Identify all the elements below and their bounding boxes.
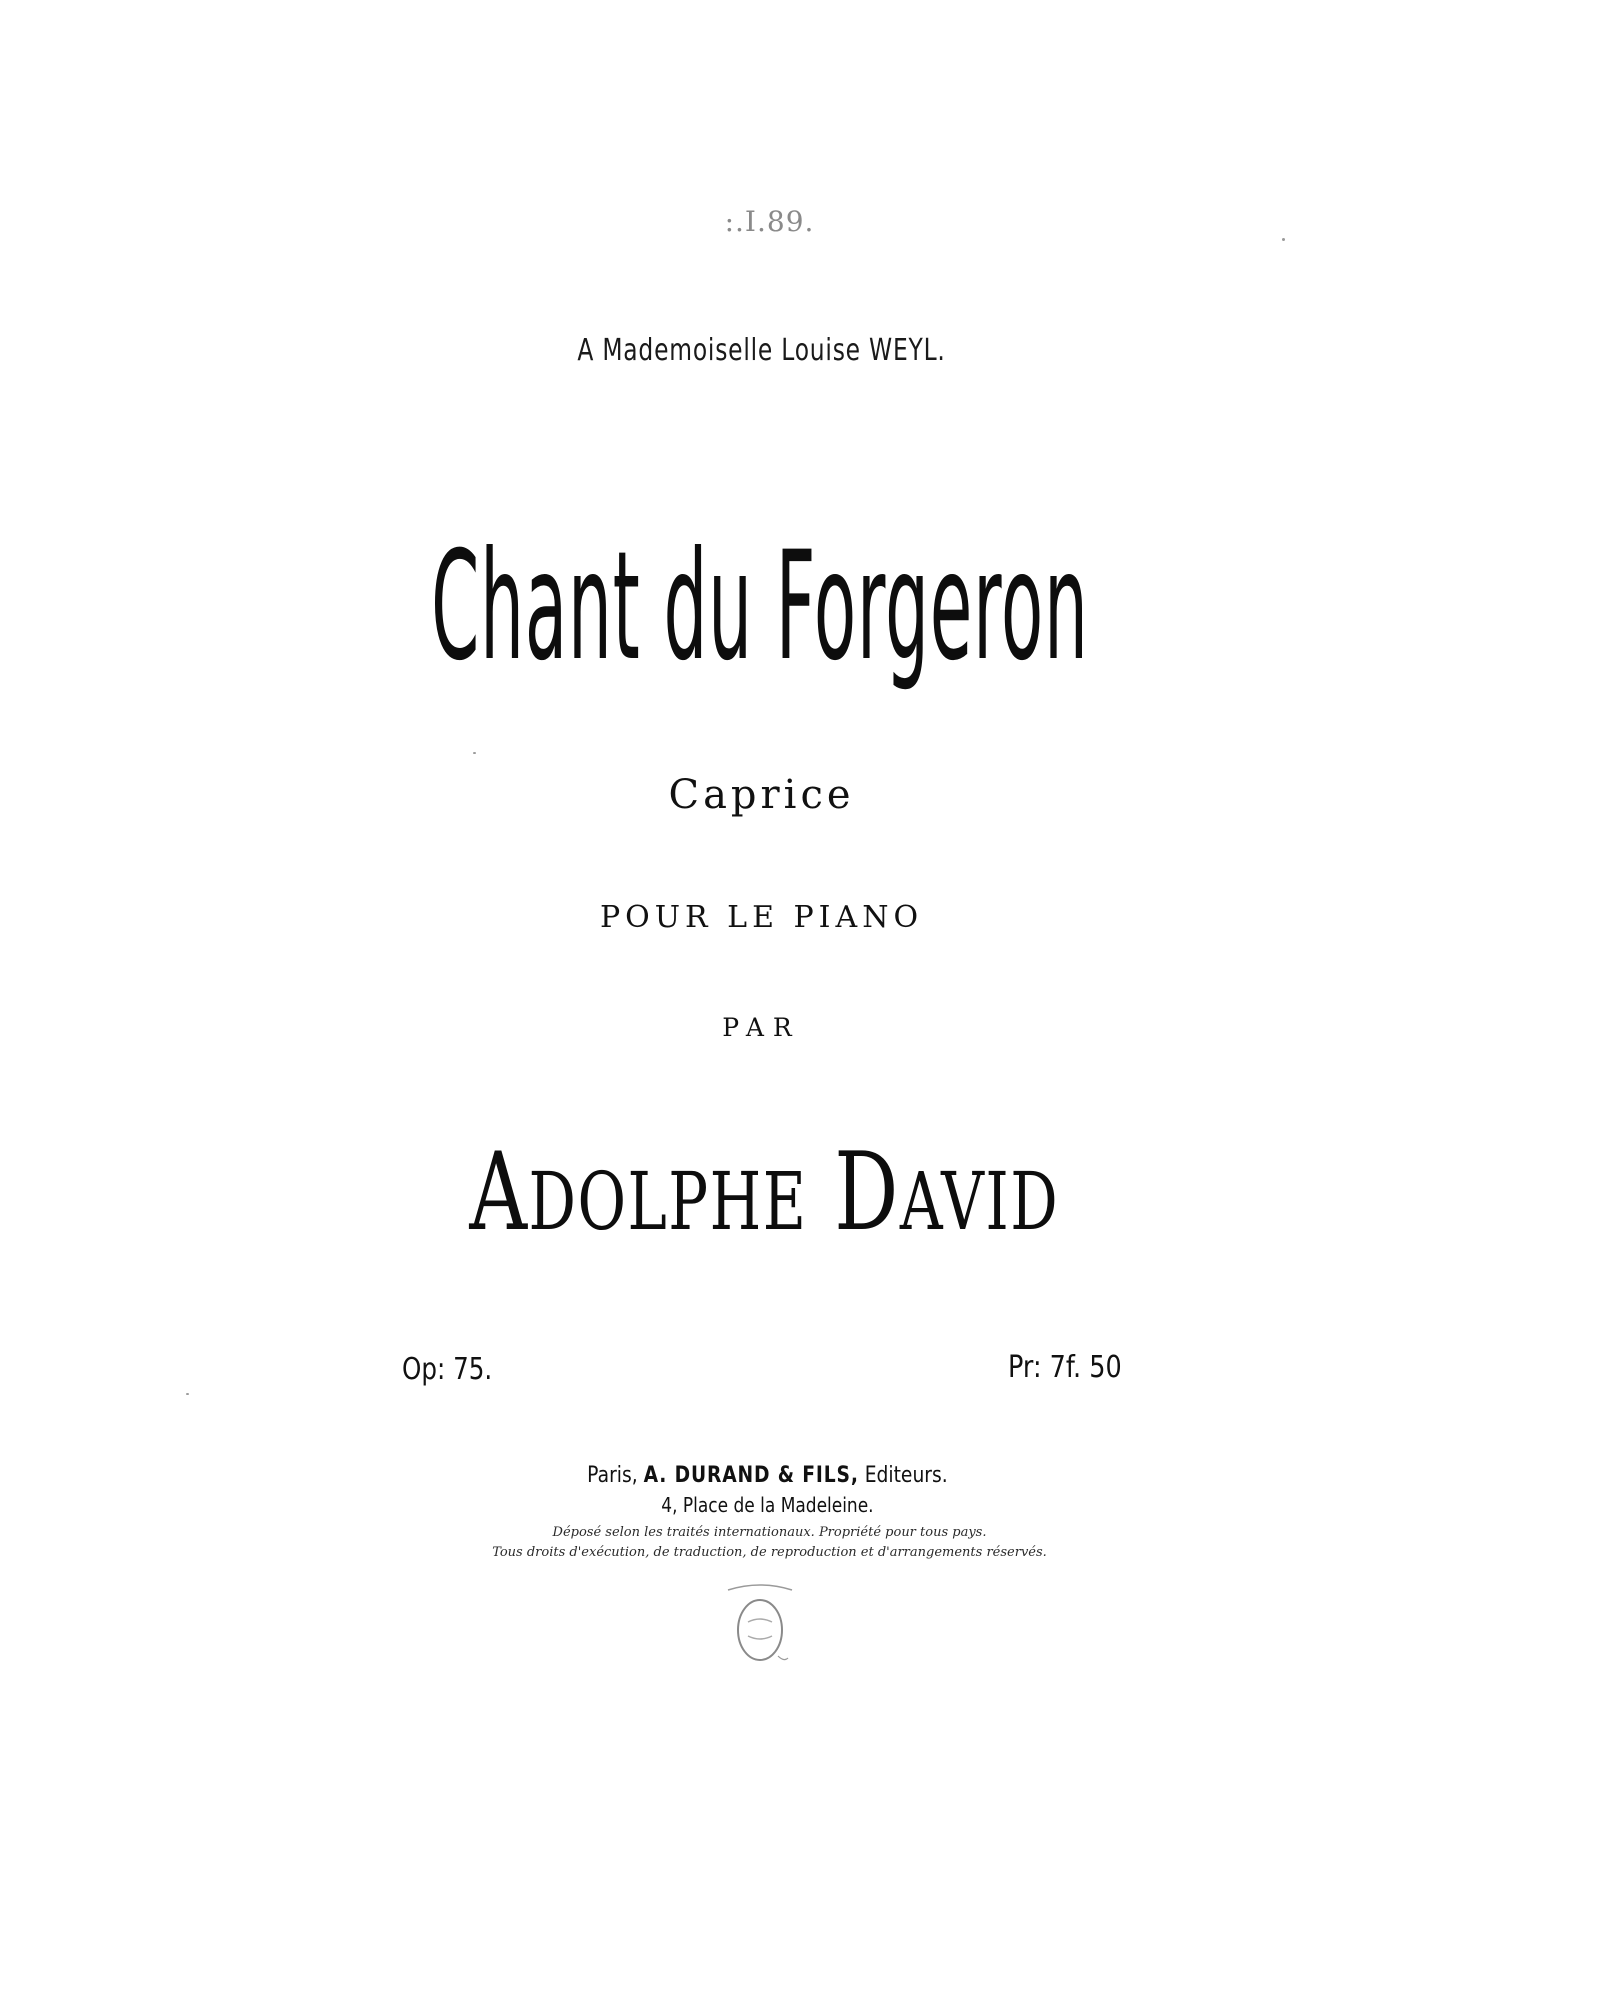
composer-first-initial: A	[469, 1130, 529, 1255]
price: Pr: 7f. 50	[1008, 1350, 1122, 1385]
library-stamp-icon	[720, 1578, 800, 1668]
publisher-firm: A. DURAND & FILS,	[643, 1463, 859, 1488]
paper-speck	[1282, 238, 1285, 241]
publisher-city: Paris,	[587, 1463, 638, 1488]
page-title: Chant du Forgeron	[431, 520, 1089, 694]
instrument-line: POUR LE PIANO	[599, 900, 924, 935]
subtitle: Caprice	[668, 772, 855, 818]
rights-notice-line-1: Déposé selon les traités internationaux. Propriété pour tous pays.	[552, 1525, 987, 1540]
publisher-line	[79, 1463, 1455, 1488]
paper-speck	[473, 752, 476, 754]
catalog-mark: :.I.89.	[724, 205, 815, 238]
paper-speck	[186, 1393, 189, 1395]
composer-last-initial: D	[834, 1130, 900, 1255]
publisher-role: Editeurs.	[864, 1463, 948, 1488]
rights-notice-line-2: Tous droits d'exécution, de traduction, de reproduction et d'arrangements réservés.	[492, 1545, 1047, 1560]
opus-number: Op: 75.	[402, 1352, 493, 1387]
publisher-address: 4, Place de la Madeleine.	[661, 1493, 874, 1517]
par-line: PAR	[722, 1013, 801, 1042]
composer-name	[165, 1130, 1363, 1255]
composer-first-rest: DOLPHE	[528, 1155, 808, 1248]
dedication: A Mademoiselle Louise WEYL.	[577, 333, 946, 368]
composer-last-rest: AVID	[899, 1155, 1060, 1248]
